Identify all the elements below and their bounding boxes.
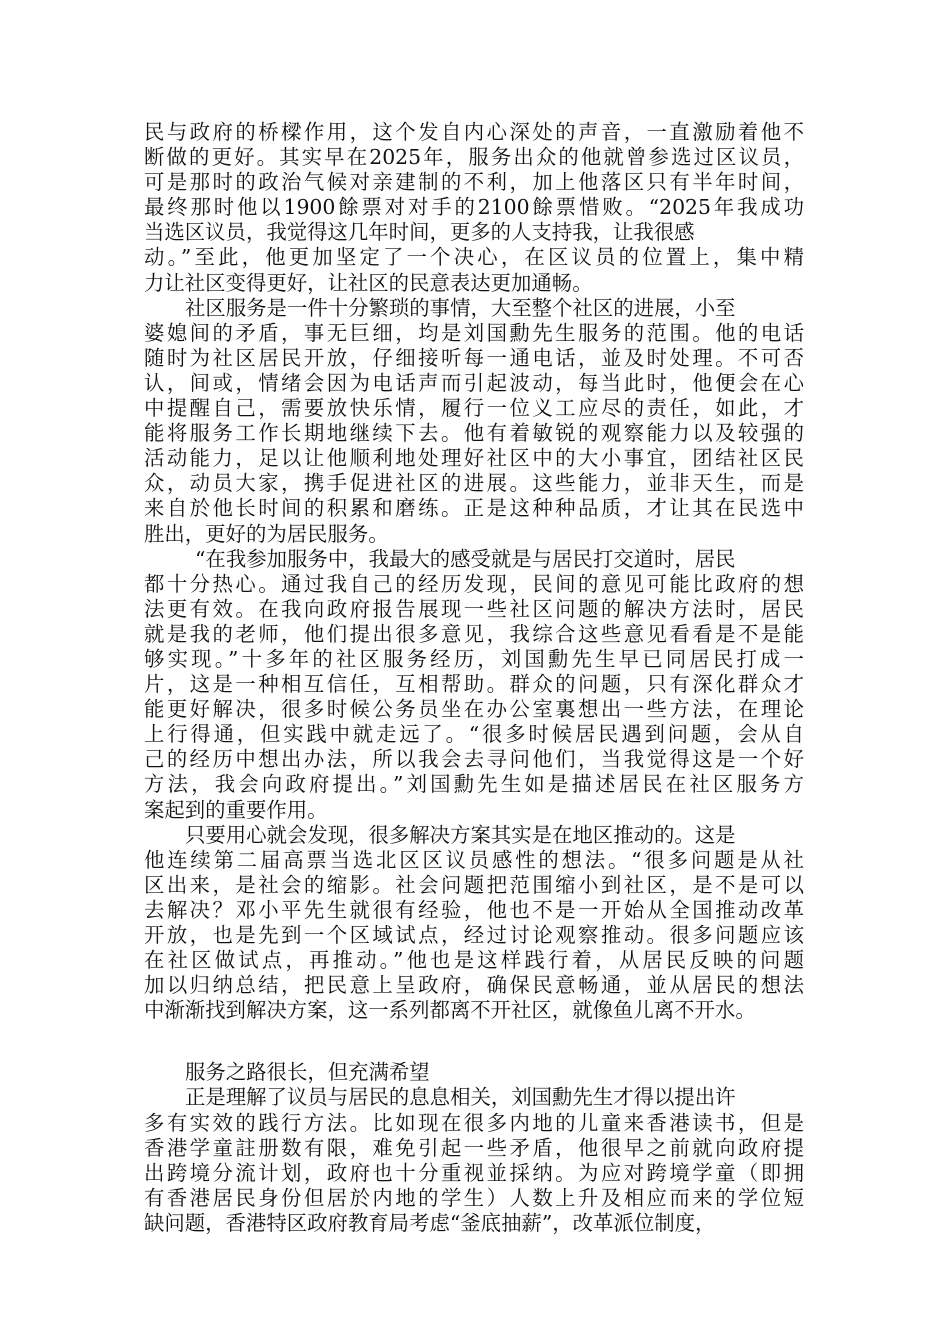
paragraph <box>144 1085 804 1236</box>
text-line: 开放，也是先到一个区域试点，经过讨论观察推动。很多问题应该 <box>144 923 804 947</box>
text-line: 能将服务工作长期地继续下去。他有着敏锐的观察能力以及较强的 <box>144 421 804 446</box>
text-line: 胜出，更好的为居民服务。 <box>144 521 389 546</box>
paragraph <box>144 547 804 823</box>
text-line: 区出来，是社会的缩影。社会问题把范围缩小到社区，是不是可以 <box>144 872 804 897</box>
text-line: 出跨境分流计划，政府也十分重视並採纳。为应对跨境学童（即拥 <box>144 1160 804 1185</box>
text-line: 只要用心就会发现，很多解决方案其实是在地区推动的。这是 <box>185 822 736 847</box>
text-line: “在我参加服务中，我最大的感受就是与居民打交道时，居民 <box>195 546 736 571</box>
text-line: 正是理解了议员与居民的息息相关，刘国勳先生才得以提出许 <box>185 1085 736 1110</box>
text-line: 中提醒自己，需要放快乐情，履行一位义工应尽的责任，如此，才 <box>144 396 804 421</box>
text-line: 就是我的老师，他们提出很多意见，我综合这些意见看看是不是能 <box>144 621 804 646</box>
text-line: 上行得通，但实践中就走远了。“很多时候居民遇到问题，会从自 <box>144 722 804 747</box>
document-body <box>144 120 804 1236</box>
text-line: 众，动员大家，携手促进社区的进展。这些能力，並非天生，而是 <box>144 471 804 496</box>
text-line: 去解决？邓小平先生就很有经验，他也不是一开始从全国推动改革 <box>144 897 804 922</box>
text-line: 当选区议员，我觉得这几年时间，更多的人支持我，让我很感 <box>144 220 695 245</box>
text-line: 最终那时他以1900餘票对对手的2100餘票惜败。“2025年我成功 <box>144 195 804 220</box>
text-line: 他连续第二届高票当选北区区议员感性的想法。“很多问题是从社 <box>144 847 804 872</box>
text-line: 活动能力，足以让他顺利地处理好社区中的大小事宜，团结社区民 <box>144 446 804 471</box>
paragraph <box>144 120 804 296</box>
text-line: 己的经历中想出办法，所以我会去寻问他们，当我觉得这是一个好 <box>144 747 804 772</box>
paragraph-spacer <box>144 1023 804 1060</box>
text-line: 力让社区变得更好，让社区的民意表达更加通畅。 <box>144 270 593 295</box>
text-line: 能更好解决，很多时候公务员坐在办公室裏想出一些方法，在理论 <box>144 697 804 722</box>
text-line: 加以归纳总结，把民意上呈政府，确保民意畅通，並从居民的想法 <box>144 973 804 998</box>
text-line: 法更有效。在我向政府报告展现一些社区问题的解决方法时，居民 <box>144 596 804 621</box>
text-line: 中渐渐找到解决方案，这一系列都离不开社区，就像鱼儿离不开水。 <box>144 998 756 1023</box>
text-line: 都十分热心。通过我自己的经历发现，民间的意见可能比政府的想 <box>144 571 804 596</box>
text-line: 在社区做试点，再推动。”他也是这样践行着，从居民反映的问题 <box>144 948 804 973</box>
text-line: 随时为社区居民开放，仔细接听每一通电话，並及时处理。不可否 <box>144 345 804 370</box>
text-line: 够实现。”十多年的社区服务经历，刘国勳先生早已同居民打成一 <box>144 646 804 671</box>
paragraph <box>144 823 804 1024</box>
text-line: 来自於他长时间的积累和磨练。正是这种种品质，才让其在民选中 <box>144 496 804 521</box>
text-line: 缺问题，香港特区政府教育局考虑“釜底抽薪”，改革派位制度， <box>144 1210 716 1235</box>
text-line: 香港学童註册数有限，难免引起一些矛盾，他很早之前就向政府提 <box>144 1135 804 1160</box>
text-line: 可是那时的政治气候对亲建制的不利，加上他落区只有半年时间， <box>144 170 804 195</box>
text-line: 社区服务是一件十分繁琐的事情，大至整个社区的进展，小至 <box>185 295 736 320</box>
section-heading: 服务之路很长，但充满希望 <box>185 1060 430 1085</box>
text-line: 婆媳间的矛盾，事无巨细，均是刘国勳先生服务的范围。他的电话 <box>144 320 804 345</box>
text-line: 方法，我会向政府提出。”刘国勳先生如是描述居民在社区服务方 <box>144 772 804 797</box>
text-line: 断做的更好。其实早在2025年，服务出众的他就曾参选过区议员， <box>144 145 804 170</box>
text-line: 有香港居民身份但居於内地的学生）人数上升及相应而来的学位短 <box>144 1185 804 1210</box>
paragraph <box>144 296 804 547</box>
text-line: 认，间或，情绪会因为电话声而引起波动，每当此时，他便会在心 <box>144 370 804 395</box>
text-line: 民与政府的桥樑作用，这个发自内心深处的声音，一直激励着他不 <box>144 120 804 144</box>
text-line: 片，这是一种相互信任，互相帮助。群众的问题，只有深化群众才 <box>144 672 804 697</box>
text-line: 多有实效的践行方法。比如现在很多内地的儿童来香港读书，但是 <box>144 1110 804 1135</box>
text-line: 动。”至此，他更加坚定了一个决心，在区议员的位置上，集中精 <box>144 245 804 270</box>
text-line: 案起到的重要作用。 <box>144 797 328 822</box>
